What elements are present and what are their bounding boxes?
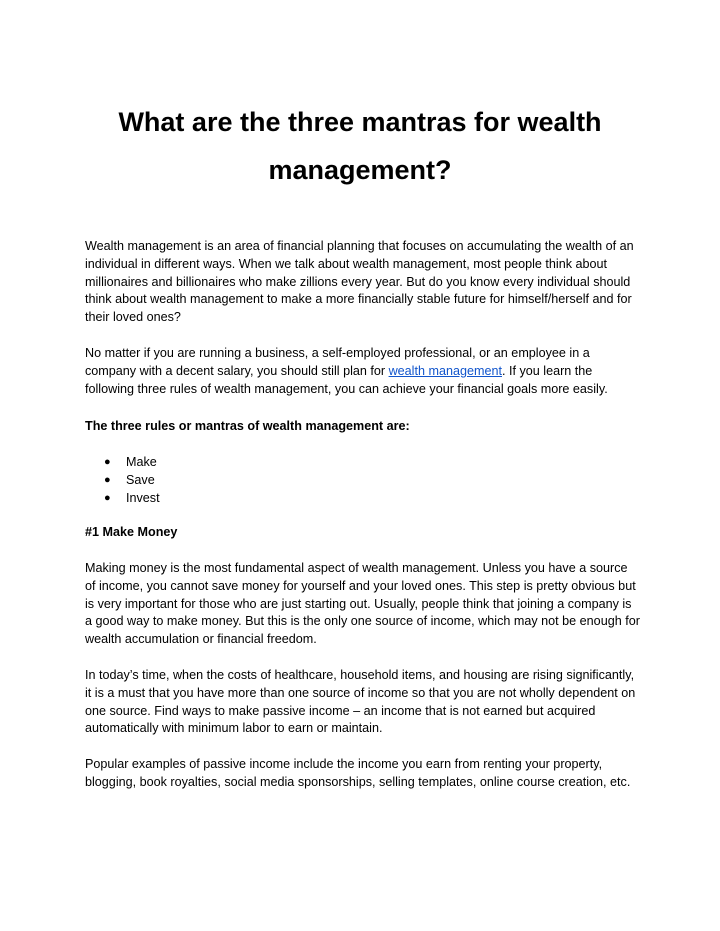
rules-list: [85, 453, 640, 507]
intro-paragraph: Wealth management is an area of financial planning that focuses on accumulating the wealth of an individual in different ways. When we talk about wealth management, most people think about millionaires and billionaires who make zillions every year. But do you know every individual should think about wealth management to make a more financially stable future for himself/herself and for their loved ones?: [85, 239, 634, 325]
list-item-label: Make: [126, 455, 157, 470]
planning-paragraph: [85, 345, 640, 398]
bullet-icon: ●: [104, 474, 111, 487]
list-item: [85, 471, 640, 489]
list-item: [85, 489, 640, 507]
rules-heading: The three rules or mantras of wealth management are:: [85, 419, 410, 434]
passive-income-paragraph: In today’s time, when the costs of healthcare, household items, and housing are rising significantly, it is a must that you have more than one source of income so that you are not wholly dependent on one source. Find ways to make passive income – an income that is not earned but acquired automatically with minimum labor to earn or maintain.: [85, 667, 636, 736]
planning-text-before-link: No matter if you are running a business, a self-employed professional, or an employee in a company with a decent salary, you should still plan for: [85, 345, 590, 378]
bullet-icon: ●: [104, 492, 111, 505]
document-body: [85, 238, 640, 792]
planning-text-after-link: . If you learn the following three rules of wealth management, you can achieve your financial goals more easily.: [85, 363, 608, 396]
section-heading-make-money: #1 Make Money: [85, 525, 178, 540]
bullet-icon: ●: [104, 456, 111, 469]
page-title: What are the three mantras for wealth management?: [118, 107, 602, 185]
passive-income-examples-paragraph: Popular examples of passive income include the income you earn from renting your property, blogging, book royalties, social media sponsorships, selling templates, online course creation, etc.: [85, 757, 631, 789]
wealth-management-link[interactable]: wealth management: [388, 363, 502, 378]
list-item-label: Save: [126, 473, 155, 488]
list-item: [85, 453, 640, 471]
list-item-label: Invest: [126, 491, 160, 506]
make-money-paragraph: Making money is the most fundamental aspect of wealth management. Unless you have a source of income, you cannot save money for yourself and your loved ones. This step is pretty obvious but is very important for those who are just starting out. Usually, people think that joining a company is a good way to make money. But this is the only one source of income, which may not be enough for wealth accumulation or financial freedom.: [85, 560, 640, 647]
